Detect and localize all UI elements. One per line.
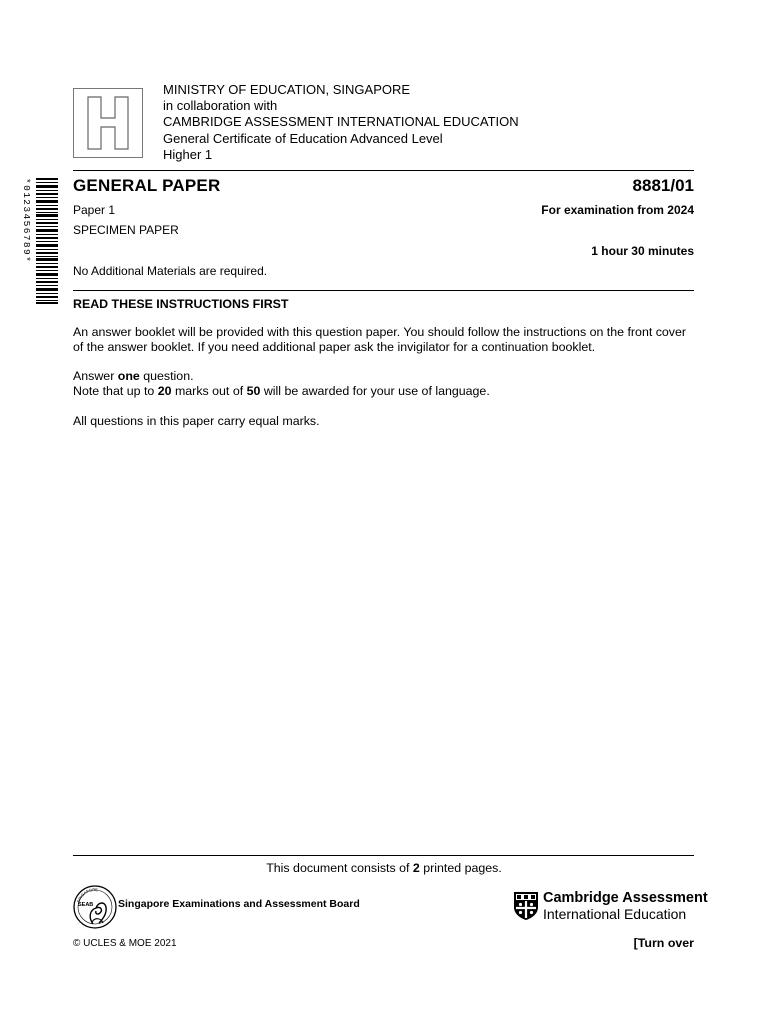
instructions-section xyxy=(73,297,698,429)
seab-name: Singapore Examinations and Assessment Board xyxy=(118,898,360,910)
header-line-ministry: MINISTRY OF EDUCATION, SINGAPORE xyxy=(163,82,411,97)
answer-count: one xyxy=(117,368,140,383)
instructions-equal-marks: All questions in this paper carry equal marks. xyxy=(73,413,320,428)
seab-lion-icon xyxy=(72,881,118,929)
header-line-level: Higher 1 xyxy=(163,146,213,162)
language-marks: 20 xyxy=(157,384,172,398)
turn-over: [Turn over xyxy=(633,936,694,950)
copyright: © UCLES & MOE 2021 xyxy=(73,938,177,949)
header-line-collaboration: in collaboration with xyxy=(163,98,278,114)
cambridge-name-line2: International Education xyxy=(543,906,687,922)
svg-text:SINGAPORE: SINGAPORE xyxy=(75,886,99,904)
page-count: This document consists of 2 printed pages. xyxy=(266,861,502,875)
cambridge-name-line1: Cambridge Assessment xyxy=(543,890,708,906)
header-institutions xyxy=(163,82,519,163)
top-rule xyxy=(73,170,694,171)
instructions-booklet: An answer booklet will be provided with this question paper. You should follow the instructions on the front cover of the answer booklet. If you need additional paper ask the invigilator for a continuation booklet. xyxy=(73,324,687,354)
paper-title: GENERAL PAPER xyxy=(73,176,221,195)
footer-rule xyxy=(73,855,694,856)
header-line-certificate: General Certificate of Education Advanced Level xyxy=(163,130,443,146)
h-logo-icon xyxy=(74,89,142,157)
total-marks: 50 xyxy=(246,384,261,398)
barcode xyxy=(18,178,58,304)
header-line-cambridge: CAMBRIDGE ASSESSMENT INTERNATIONAL EDUCATION xyxy=(163,114,519,130)
page-count-number: 2 xyxy=(412,861,420,875)
barcode-graphic xyxy=(18,178,58,304)
seab-logo xyxy=(72,881,118,929)
specimen-label: SPECIMEN PAPER xyxy=(73,223,179,237)
paper-number: Paper 1 xyxy=(73,203,116,217)
materials-note: No Additional Materials are required. xyxy=(73,264,268,278)
cambridge-shield xyxy=(513,891,539,921)
cambridge-crest-icon xyxy=(513,891,539,921)
paper-code: 8881/01 xyxy=(632,176,694,195)
exam-from: For examination from 2024 xyxy=(541,203,694,217)
seab-logo-text: SEAB xyxy=(78,902,94,908)
higher-level-logo xyxy=(73,88,143,158)
barcode-text: *0123456789* xyxy=(21,178,32,264)
instructions-answer: Answer one question. xyxy=(73,368,194,383)
instructions-heading: READ THESE INSTRUCTIONS FIRST xyxy=(73,297,289,311)
instructions-rule xyxy=(73,290,694,291)
instructions-language-note: Note that up to 20 marks out of 50 will be awarded for your use of language. xyxy=(73,384,490,398)
duration: 1 hour 30 minutes xyxy=(591,244,694,258)
